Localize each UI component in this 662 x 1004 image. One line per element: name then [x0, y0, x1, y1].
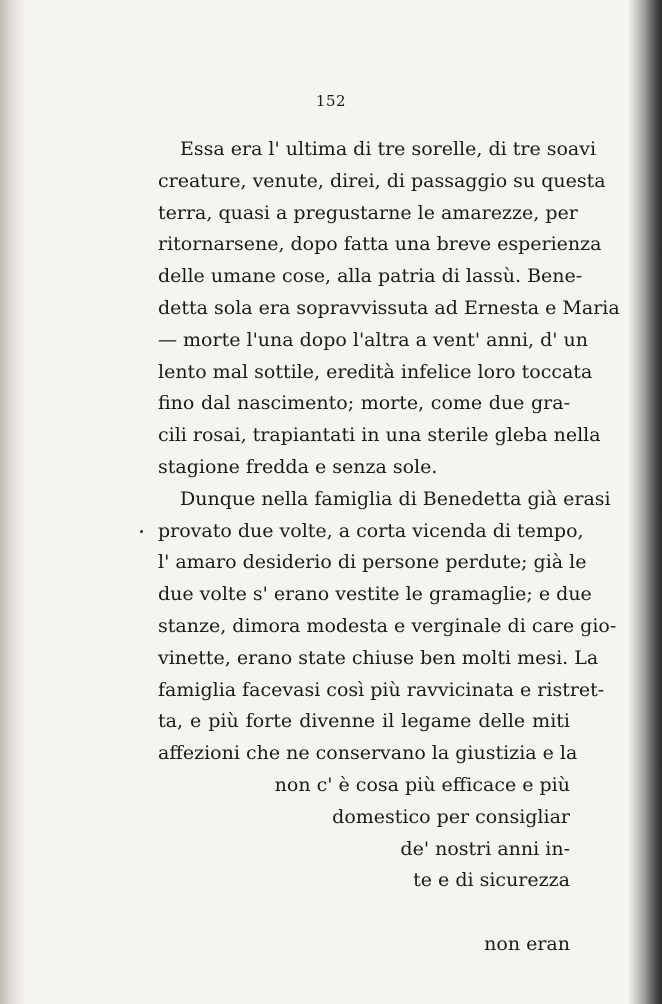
text-line: — morte l'una dopo l'altra a vent' anni, d' un: [158, 328, 589, 351]
text-line: ta, e più forte divenne il legame delle miti: [158, 710, 570, 733]
body-text: [158, 134, 620, 961]
page-gutter-shadow: [0, 0, 26, 1004]
text-line: lento mal sottile, eredità infelice loro toccata: [158, 360, 593, 383]
text-line: due volte s' erano vestite le gramaglie; e due: [158, 583, 592, 606]
text-line: terra, quasi a pregustarne le amarezze, per: [158, 201, 578, 224]
text-line: non c' è cosa più efficace e più: [274, 773, 570, 796]
text-line: stagione fredda e senza sole.: [158, 455, 438, 478]
text-line: delle umane cose, alla patria di lassù. Bene-: [158, 265, 583, 288]
text-line: de' nostri anni in-: [400, 837, 570, 860]
text-line: Dunque nella famiglia di Benedetta già erasi: [180, 487, 611, 510]
text-line: ritornarsene, dopo fatta una breve esperienza: [158, 233, 602, 256]
text-line: l' amaro desiderio di persone perdute; già le: [158, 551, 587, 574]
text-line: famiglia facevasi così più ravvicinata e ristret-: [158, 678, 605, 701]
page-edge-shadow: [628, 0, 662, 1004]
text-line: detta sola era sopravvissuta ad Ernesta e Maria: [158, 296, 620, 319]
text-line: te e di sicurezza: [413, 869, 570, 892]
text-line: domestico per consigliar: [332, 805, 570, 828]
text-line: Essa era l' ultima di tre sorelle, di tre soavi: [180, 138, 597, 160]
text-gap: [158, 897, 570, 929]
text-line: stanze, dimora modesta e verginale di care gio-: [158, 614, 617, 637]
text-line: creature, venute, direi, di passaggio su questa: [158, 169, 606, 192]
text-line: cili rosai, trapiantati in una sterile gleba nella: [158, 424, 601, 447]
text-line: non eran: [484, 932, 570, 955]
text-line: affezioni che ne conservano la giustizia e la: [158, 742, 578, 765]
ink-speck: [140, 530, 143, 533]
text-line: provato due volte, a corta vicenda di tempo,: [158, 519, 584, 542]
page-number: 152: [315, 92, 347, 110]
text-line: fino dal nascimento; morte, come due gra-: [158, 392, 570, 415]
text-line: vinette, erano state chiuse ben molti mesi. La: [158, 646, 599, 669]
